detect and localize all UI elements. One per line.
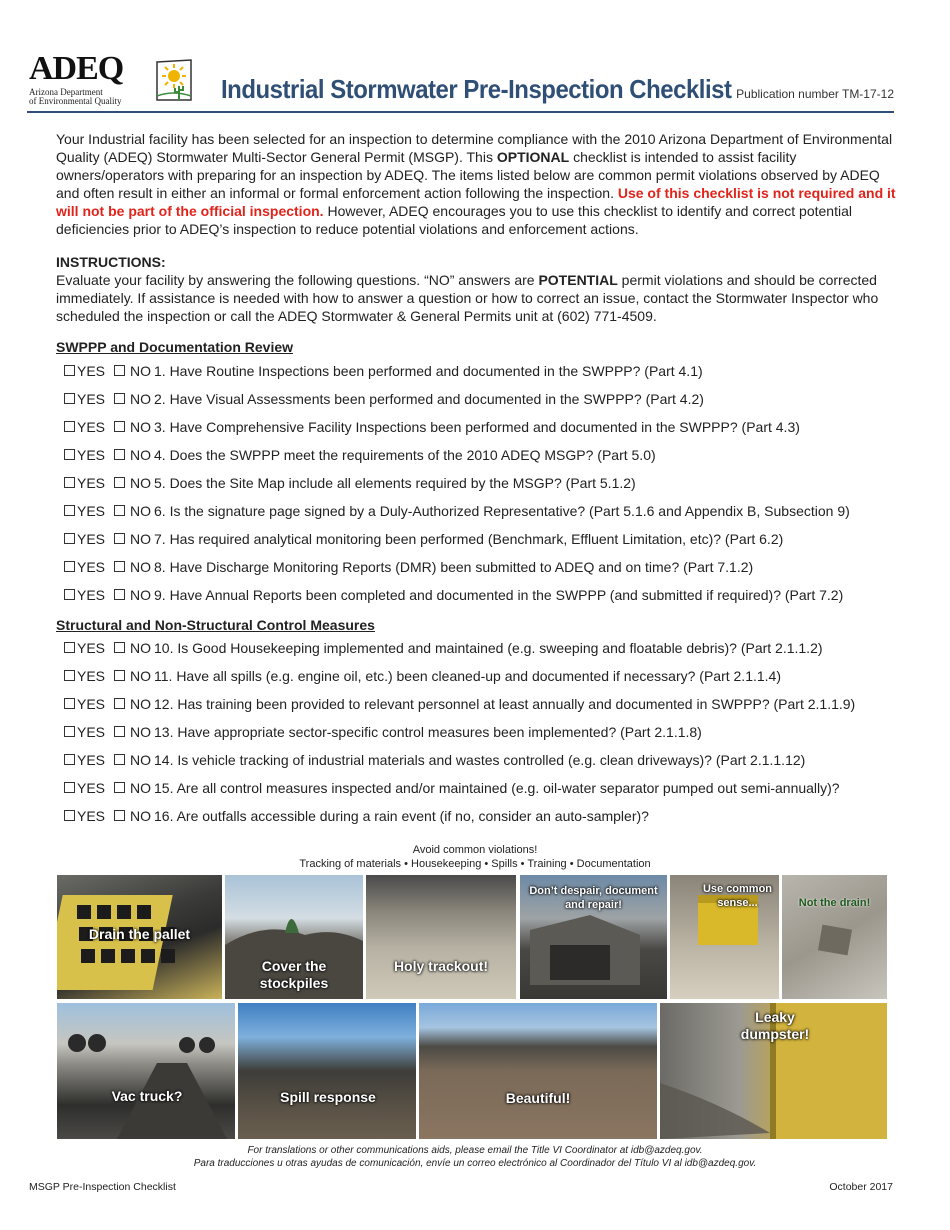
section-swppp-heading: SWPPP and Documentation Review xyxy=(56,339,294,355)
page-title: Industrial Stormwater Pre-Inspection Checklist xyxy=(221,74,732,104)
yes-checkbox[interactable]: YES xyxy=(64,668,110,684)
question-text: 15. Are all control measures inspected and/or maintained (e.g. oil-water separator pumped out semi-annually)? xyxy=(154,780,840,796)
yes-checkbox[interactable]: YES xyxy=(64,419,110,435)
no-checkbox[interactable]: NO xyxy=(110,531,154,547)
checklist-item xyxy=(64,531,783,547)
question-text: 2. Have Visual Assessments been performed and documented in the SWPPP? (Part 4.2) xyxy=(154,391,704,407)
checklist-item xyxy=(64,808,649,824)
sun-cactus-icon xyxy=(153,56,195,104)
photo-label: Beautiful! xyxy=(505,1090,571,1106)
footer-date: October 2017 xyxy=(829,1181,893,1193)
yes-checkbox[interactable]: YES xyxy=(64,724,110,740)
yes-checkbox[interactable]: YES xyxy=(64,640,110,656)
yes-checkbox[interactable]: YES xyxy=(64,696,110,712)
photo-label: Leaky dumpster! xyxy=(740,1009,810,1042)
yes-checkbox[interactable]: YES xyxy=(64,475,110,491)
photo-trackout xyxy=(366,875,516,999)
photo-label: Not the drain! xyxy=(798,897,871,909)
yes-checkbox[interactable]: YES xyxy=(64,391,110,407)
photo-label: Holy trackout! xyxy=(393,958,489,974)
checklist-item xyxy=(64,391,704,407)
yes-checkbox[interactable]: YES xyxy=(64,531,110,547)
no-checkbox[interactable]: NO xyxy=(110,724,154,740)
photo-stockpiles xyxy=(225,875,363,999)
photo-leaky-dumpster xyxy=(660,1003,887,1139)
photo-drain-pallet xyxy=(57,875,222,999)
page-header xyxy=(27,52,894,112)
disclaimer-red: Use of this checklist is not required and it will not be part of the official inspection. xyxy=(56,185,896,219)
photos-caption: Avoid common violations! Tracking of materials • Housekeeping • Spills • Training • Documentation xyxy=(299,844,651,870)
question-text: 10. Is Good Housekeeping implemented and maintained (e.g. sweeping and floatable debris)? (Part 2.1.1.2) xyxy=(154,640,823,656)
no-checkbox[interactable]: NO xyxy=(110,640,154,656)
question-text: 11. Have all spills (e.g. engine oil, etc.) been cleaned-up and documented if necessary? (Part 2.1.1.4) xyxy=(154,668,781,684)
checklist-item xyxy=(64,503,850,519)
photo-spill-response xyxy=(238,1003,416,1139)
photo-label: Use common sense... xyxy=(702,883,773,909)
question-text: 6. Is the signature page signed by a Duly-Authorized Representative? (Part 5.1.6 and Appendix B, Subsection 9) xyxy=(154,503,850,519)
photo-not-drain xyxy=(782,875,887,999)
yes-checkbox[interactable]: YES xyxy=(64,808,110,824)
question-text: 9. Have Annual Reports been completed and documented in the SWPPP (and submitted if required)? (Part 7.2) xyxy=(154,587,844,603)
question-text: 3. Have Comprehensive Facility Inspections been performed and documented in the SWPPP? (Part 4.3) xyxy=(154,419,800,435)
question-text: 5. Does the Site Map include all elements required by the MSGP? (Part 5.1.2) xyxy=(154,475,636,491)
photo-label: Vac truck? xyxy=(111,1088,183,1104)
no-checkbox[interactable]: NO xyxy=(110,559,154,575)
optional-emphasis: OPTIONAL xyxy=(496,149,570,165)
yes-checkbox[interactable]: YES xyxy=(64,447,110,463)
no-checkbox[interactable]: NO xyxy=(110,752,154,768)
checklist-item xyxy=(64,640,823,656)
footer-doc-title: MSGP Pre-Inspection Checklist xyxy=(29,1181,176,1193)
instructions-heading: INSTRUCTIONS: xyxy=(56,254,166,270)
yes-checkbox[interactable]: YES xyxy=(64,559,110,575)
photo-despair xyxy=(520,875,667,999)
checklist-item xyxy=(64,559,753,575)
question-text: 12. Has training been provided to relevant personnel at least annually and documented in SWPPP? (Part 2.1.1.9) xyxy=(154,696,856,712)
no-checkbox[interactable]: NO xyxy=(110,808,154,824)
logo-subtitle: Arizona Department of Environmental Quality xyxy=(29,87,122,106)
section-control-measures-heading: Structural and Non-Structural Control Measures xyxy=(56,617,375,633)
question-text: 1. Have Routine Inspections been performed and documented in the SWPPP? (Part 4.1) xyxy=(154,363,703,379)
checklist-item xyxy=(64,668,781,684)
question-text: 4. Does the SWPPP meet the requirements of the 2010 ADEQ MSGP? (Part 5.0) xyxy=(154,447,656,463)
photo-label: Don’t despair, document and repair! xyxy=(529,885,658,911)
instructions-text: Evaluate your facility by answering the following questions. “NO” answers are POTENTIAL permit violations and should be corrected immediately. If assistance is needed with how to answer a question or how to correct an issue, contact the Stormwater Inspector who scheduled the inspection or call the ADEQ Stormwater & General Permits unit at (602) 771-4509. xyxy=(56,272,879,324)
checklist-item xyxy=(64,752,805,768)
no-checkbox[interactable]: NO xyxy=(110,475,154,491)
drain-illustration xyxy=(782,875,887,999)
checklist-item xyxy=(64,587,843,603)
yes-checkbox[interactable]: YES xyxy=(64,780,110,796)
photo-label: Drain the pallet xyxy=(88,926,191,942)
no-checkbox[interactable]: NO xyxy=(110,780,154,796)
yes-checkbox[interactable]: YES xyxy=(64,752,110,768)
no-checkbox[interactable]: NO xyxy=(110,587,154,603)
checklist-item xyxy=(64,447,656,463)
no-checkbox[interactable]: NO xyxy=(110,419,154,435)
no-checkbox[interactable]: NO xyxy=(110,696,154,712)
checklist-item xyxy=(64,363,703,379)
question-text: 16. Are outfalls accessible during a rain event (if no, consider an auto-sampler)? xyxy=(154,808,649,824)
photo-common-sense xyxy=(670,875,779,999)
checklist-item xyxy=(64,475,636,491)
yes-checkbox[interactable]: YES xyxy=(64,503,110,519)
yes-checkbox[interactable]: YES xyxy=(64,587,110,603)
no-checkbox[interactable]: NO xyxy=(110,503,154,519)
photo-beautiful xyxy=(419,1003,657,1139)
question-text: 7. Has required analytical monitoring been performed (Benchmark, Effluent Limitation, etc)? (Part 6.2) xyxy=(154,531,784,547)
photo-vac-truck xyxy=(57,1003,235,1139)
no-checkbox[interactable]: NO xyxy=(110,391,154,407)
checklist-item xyxy=(64,780,840,796)
adeq-logo xyxy=(27,52,197,108)
yes-checkbox[interactable]: YES xyxy=(64,363,110,379)
no-checkbox[interactable]: NO xyxy=(110,447,154,463)
question-text: 8. Have Discharge Monitoring Reports (DMR) been submitted to ADEQ and on time? (Part 7.1.2) xyxy=(154,559,754,575)
question-text: 14. Is vehicle tracking of industrial materials and wastes controlled (e.g. clean driveways)? (Part 2.1.1.12) xyxy=(154,752,806,768)
no-checkbox[interactable]: NO xyxy=(110,668,154,684)
no-checkbox[interactable]: NO xyxy=(110,363,154,379)
logo-wordmark: ADEQ xyxy=(29,50,124,87)
instructions-block xyxy=(56,253,896,325)
intro-paragraph: Your Industrial facility has been selected for an inspection to determine compliance with the 2010 Arizona Department of Environmental Quality (ADEQ) Stormwater Multi-Sector General Permit (MSGP). This OPTIONAL checklist is intended to assist facility owners/operators with preparing for an inspection by ADEQ. The items listed below are common permit violations observed by ADEQ and often result in either an informal or formal enforcement action following the inspection. Use of this checklist is not required and it will not be part of the official inspection. However, ADEQ encourages you to use this checklist to identify and correct potential deficiencies prior to ADEQ’s inspection to reduce potential violations and enforcement actions. xyxy=(56,131,896,237)
photo-label: Spill response xyxy=(280,1089,376,1105)
checklist-item xyxy=(64,724,702,740)
publication-number: Publication number TM-17-12 xyxy=(736,87,894,101)
barrels-illustration xyxy=(57,1003,235,1139)
translation-note: For translations or other communications aids, please email the Title VI Coordinator at idb@azdeq.gov. Para traducciones u otras ayudas de comunicación, envíe un correo electrónico al Coordinador del Título VI al idb@azdeq.gov. xyxy=(193,1145,757,1169)
photo-label: Cover the stockpiles xyxy=(259,958,329,991)
question-text: 13. Have appropriate sector-specific control measures been implemented? (Part 2.1.1.8) xyxy=(154,724,702,740)
checklist-item xyxy=(64,696,855,712)
header-divider xyxy=(27,111,894,113)
checklist-item xyxy=(64,419,800,435)
